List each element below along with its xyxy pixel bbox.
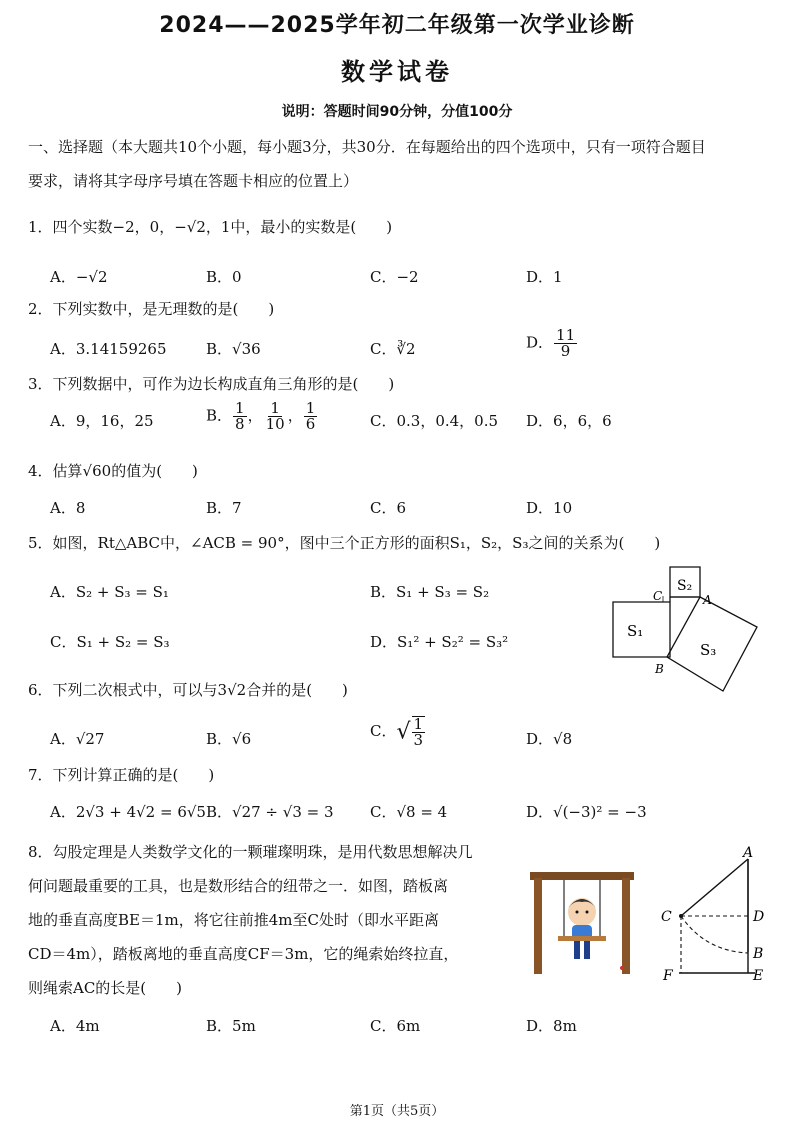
child-head (568, 898, 596, 926)
swing-top-bar (530, 872, 634, 880)
q5-label-s2: S₂ (677, 578, 693, 594)
q8-label-f: F (663, 968, 673, 984)
exam-note: 说明：答题时间90分钟，分值100分 (281, 104, 513, 120)
q8-line4: CD＝4m），踏板离地的垂直高度CF＝3m，它的绳索始终拉直， (28, 945, 459, 963)
page-footer: 第1页（共5页） (349, 1104, 445, 1119)
q1-option-d: D．1 (526, 268, 563, 286)
exam-subject: 数学试卷 (341, 58, 453, 86)
q6-stem: 6．下列二次根式中，可以与3√2合并的是( ) (28, 681, 348, 699)
q5-squares-figure (605, 560, 765, 700)
q8-line5: 则绳索AC的长是( ) (28, 979, 183, 997)
q8-line3: 地的垂直高度BE＝1m，将它往前推4m至C处时（即水平距离 (28, 911, 439, 929)
q6-option-d: D．√8 (526, 730, 573, 748)
q7-option-d: D．√(−3)² = −3 (526, 803, 647, 821)
q8-option-d: D．8m (526, 1017, 577, 1035)
q8-label-d: D (753, 909, 765, 925)
q5-option-a: A．S₂ + S₃ = S₁ (50, 583, 169, 601)
q2-option-d: D． $\frac{11}{9}$ (526, 326, 576, 360)
q3-option-a: A．9，16，25 (50, 412, 154, 430)
q1-option-b: B．0 (206, 268, 242, 286)
q3-option-c: C．0.3，0.4，0.5 (370, 412, 499, 430)
q5-label-c: C (653, 589, 663, 603)
q2-option-c: C．∛2 (370, 340, 416, 358)
q5-label-s3: S₃ (700, 641, 717, 659)
q6-option-b: B．√6 (206, 730, 252, 748)
q5-label-s1: S₁ (627, 622, 644, 640)
swing-seat (558, 936, 606, 941)
q4-option-a: A．8 (50, 499, 86, 517)
q4-option-b: B．7 (206, 499, 242, 517)
q7-option-b: B．√27 ÷ √3 = 3 (206, 803, 334, 821)
q5-option-d: D．S₁² + S₂² = S₃² (370, 633, 509, 651)
q8-label-e: E (753, 968, 764, 984)
q2-option-a: A．3.14159265 (50, 340, 167, 358)
q8-option-b: B．5m (206, 1017, 256, 1035)
q8-label-a: A (743, 845, 754, 861)
swing-right-post (622, 878, 630, 974)
q6-option-c: C．√ $\frac{1}{3}$ (370, 715, 424, 749)
q8-line2: 何问题最重要的工具，也是数形结合的纽带之一．如图，踏板离 (28, 877, 449, 895)
q7-stem: 7．下列计算正确的是( ) (28, 766, 215, 784)
q8-label-c: C (661, 909, 672, 925)
q5-label-a: A (703, 593, 712, 607)
section-heading-line2: 要求，请将其字母序号填在答题卡相应的位置上） (28, 172, 359, 190)
swing-illustration (528, 868, 636, 976)
q8-geometry-figure (655, 845, 775, 985)
q4-stem: 4．估算√60的值为( ) (28, 462, 198, 480)
q1-option-c: C．−2 (370, 268, 419, 286)
q8-option-a: A．4m (50, 1017, 100, 1035)
exam-title: 2024——2025学年初二年级第一次学业诊断 (159, 13, 635, 38)
q3-option-d: D．6，6，6 (526, 412, 612, 430)
q1-stem: 1．四个实数−2，0，−√2，1中，最小的实数是( ) (28, 218, 393, 236)
q3-stem: 3．下列数据中，可作为边长构成直角三角形的是( ) (28, 375, 395, 393)
q8-line1: 8．勾股定理是人类数学文化的一颗璀璨明珠，是用代数思想解决几 (28, 843, 473, 861)
q6-option-a: A．√27 (50, 730, 105, 748)
q2-stem: 2．下列实数中，是无理数的是( ) (28, 300, 275, 318)
q5-option-c: C．S₁ + S₂ = S₃ (50, 633, 170, 651)
q8-option-c: C．6m (370, 1017, 421, 1035)
q7-option-c: C．√8 = 4 (370, 803, 448, 821)
q5-option-b: B．S₁ + S₃ = S₂ (370, 583, 490, 601)
swing-left-post (534, 878, 542, 974)
q4-option-c: C．6 (370, 499, 407, 517)
q2-option-d-fraction: $\frac{11}{9}$ (556, 326, 576, 360)
q3-option-b: B． $\frac{1}{8}$ ， $\frac{1}{10}$ ， $\frac{1}{6}$ (206, 399, 316, 433)
q8-label-b: B (753, 946, 764, 962)
q4-option-d: D．10 (526, 499, 573, 517)
q5-stem: 5．如图，Rt△ABC中，∠ACB = 90°，图中三个正方形的面积S₁，S₂，S₃之间的关系为( ) (28, 534, 661, 552)
q2-option-b: B．√36 (206, 340, 261, 358)
q1-option-a: A．−√2 (50, 268, 108, 286)
q5-label-b: B (655, 662, 664, 676)
q7-option-a: A．2√3 + 4√2 = 6√5 (50, 803, 206, 821)
section-heading-line1: 一、选择题（本大题共10个小题，每小题3分，共30分．在每题给出的四个选项中，只有一项符合题目 (28, 138, 706, 156)
